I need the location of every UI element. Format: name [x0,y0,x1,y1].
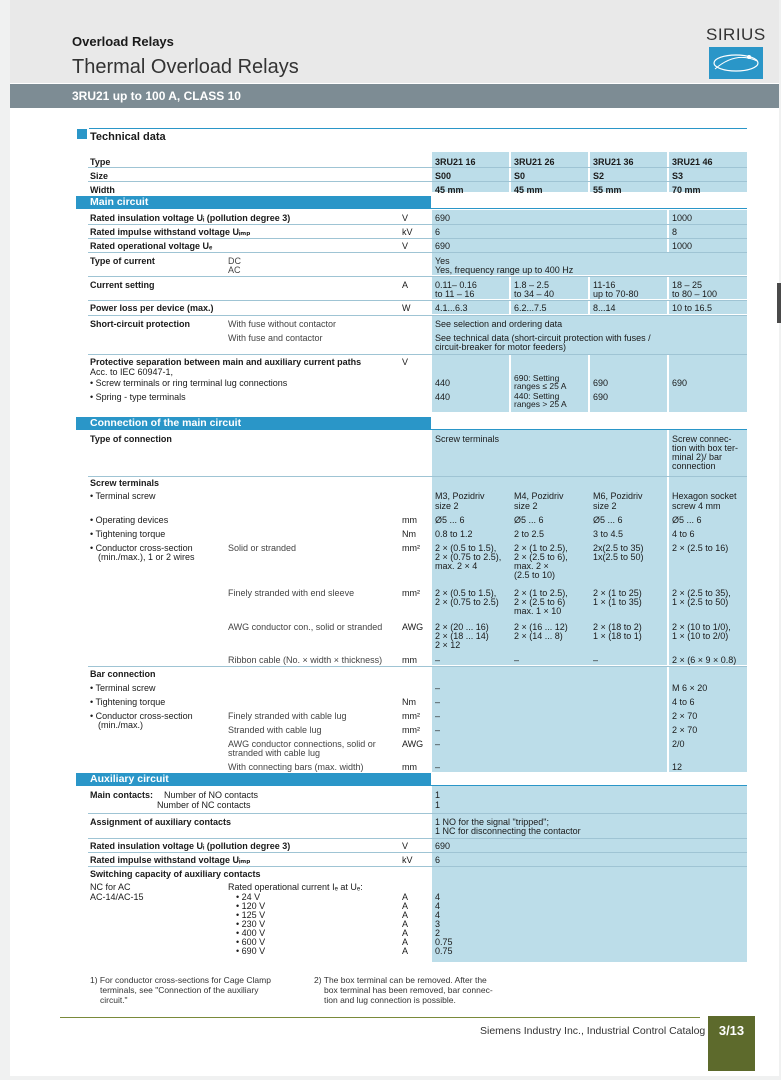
value: – [435,683,441,693]
width-value: 55 mm [593,185,622,195]
value: 1 [435,790,441,800]
value: 1 × (18 to 1) [593,631,642,641]
terminal-screw-label: • Terminal screw [90,491,156,501]
col-bg [432,667,667,772]
switching-capacity-label: Switching capacity of auxiliary contacts [90,869,261,879]
value: 2 × (18 to 2) [593,622,642,632]
value: – [435,655,441,665]
unit: mm² [402,543,420,553]
size-value: S0 [514,171,526,181]
power-loss-label: Power loss per device (max.) [90,303,214,313]
unit: V [402,241,409,251]
value: 2 × (2.5 to 6) [514,597,566,607]
value: 4.1...6.3 [435,303,468,313]
value: 1 × (1 to 35) [593,597,642,607]
value: size 2 [593,501,617,511]
sublabel: With fuse and contactor [228,333,323,343]
value: M6, Pozidriv [593,491,643,501]
type-value: 3RU21 26 [514,157,555,167]
value: 2 × (14 ... 8) [514,631,563,641]
unit: Nm [402,529,416,539]
value: ranges > 25 A [514,399,567,409]
value: Ø5 ... 6 [672,515,702,525]
unit: V [402,213,409,223]
nc-contacts-label: Number of NC contacts [157,800,251,810]
terminal-screw-label: • Terminal screw [90,683,156,693]
type-value: 3RU21 46 [672,157,713,167]
value: 1 NO for the signal "tripped"; [435,817,549,827]
stranded-lug-label: Stranded with cable lug [228,725,322,735]
voltage-item: • 230 V [236,919,266,929]
footnote: 1) For conductor cross-sections for Cage Clamp [90,975,271,985]
row-divider [88,167,747,168]
rated-current-label: Rated operational current Iₑ at Uₑ: [228,882,363,892]
value: 1000 [672,241,693,251]
value: Screw terminals [435,434,500,444]
auxiliary-title: Auxiliary circuit [90,773,169,785]
row-divider [88,224,747,225]
voltage-item: • 125 V [236,910,266,920]
sublabel: • Spring - type terminals [90,392,186,402]
voltage-item: • 24 V [236,892,261,902]
tightening-torque-label: • Tightening torque [90,529,166,539]
value: 2 × (2.5 to 35), [672,588,731,598]
value: M 6 × 20 [672,683,708,693]
value: 440: Setting [514,391,560,401]
value: 2 × (18 ... 14) [435,631,489,641]
width-value: 45 mm [514,185,543,195]
connection-header [76,417,431,430]
value: See technical data (short-circuit protection with fuses / [435,333,651,343]
size-label: Size [90,171,109,181]
value: 18 – 25 [672,280,703,290]
size-value: S3 [672,171,684,181]
value: 690 [593,378,609,388]
section-rule [89,128,747,129]
value: 6 [435,227,441,237]
value: 0.11– 0.16 [435,280,477,290]
value: size 2 [514,501,538,511]
value: See selection and ordering data [435,319,563,329]
width-value: 70 mm [672,185,701,195]
value: 8 [672,227,678,237]
section-rule [431,429,747,430]
value: 690 [435,241,451,251]
unit: A [402,946,409,956]
operational-voltage-label: Rated operational voltage Uₑ [90,241,213,251]
row-divider [88,838,747,839]
value: 4 to 6 [672,529,695,539]
ribbon-cable-label: Ribbon cable (No. × width × thickness) [228,655,383,665]
operating-devices-label: • Operating devices [90,515,169,525]
bar-connection-label: Bar connection [90,669,156,679]
unit: A [402,280,409,290]
voltage-item: • 400 V [236,928,266,938]
catalog-page [10,0,779,1076]
value: 690 [435,213,451,223]
conductor-label: • Conductor cross-section [90,711,193,721]
footnote: 2) The box terminal can be removed. After the [314,975,487,985]
value: 2 × (0.5 to 1.5), [435,588,497,598]
col-bg [432,210,667,252]
value: minal 2)/ bar [672,452,723,462]
footnote: box terminal has been removed, bar connec- [324,985,493,995]
value: M4, Pozidriv [514,491,564,501]
value: – [514,655,520,665]
value: 1000 [672,213,693,223]
value: screw 4 mm [672,501,721,511]
brand-name: SIRIUS [706,25,766,44]
value: 3 [435,919,441,929]
value: 1 × (10 to 2/0) [672,631,729,641]
row-divider [88,276,747,277]
protective-separation-label: Protective separation between main and auxiliary current paths [90,357,362,367]
value: connection [672,461,716,471]
section-marker-icon [77,129,87,139]
unit: mm² [402,588,420,598]
value: 4 to 6 [672,697,695,707]
value: Screw connec- [672,434,732,444]
value: Ø5 ... 6 [514,515,544,525]
value: tion with box ter- [672,443,739,453]
value: Ø5 ... 6 [435,515,465,525]
finely-stranded-lug-label: Finely stranded with cable lug [228,711,347,721]
value: 690 [672,378,688,388]
value: 4 [435,892,441,902]
row-divider [88,181,747,182]
awg-label: AWG conductor con., solid or stranded [228,622,383,632]
unit: AWG [402,739,424,749]
value: 690: Setting [514,373,560,383]
unit: kV [402,227,413,237]
value: 4 [435,910,441,920]
page-number: 3/13 [708,1016,755,1071]
footnote: tion and lug connection is possible. [324,995,456,1005]
value: to 34 – 40 [514,289,555,299]
screw-terminals-label: Screw terminals [90,478,160,488]
value: 2 × (6 × 9 × 0.8) [672,655,737,665]
value: max. 1 × 10 [514,606,562,616]
product-range-label: 3RU21 up to 100 A, CLASS 10 [72,89,241,103]
value: to 11 – 16 [435,289,475,299]
value: 2 × (0.75 to 2.5) [435,597,499,607]
row-divider [88,238,747,239]
sirius-logo-icon [709,47,763,79]
type-value: 3RU21 16 [435,157,476,167]
value: – [435,711,441,721]
unit: A [402,910,409,920]
value: 2 × (0.75 to 2.5), [435,552,502,562]
sublabel: With fuse without contactor [228,319,337,329]
short-circuit-label: Short-circuit protection [90,319,191,329]
value: 1 NC for disconnecting the contactor [435,826,581,836]
value: 2 × (2.5 to 6), [514,552,568,562]
row-divider [88,813,747,814]
value: 2 × (20 ... 16) [435,622,489,632]
dc-label: DC [228,256,241,266]
value: 2 to 2.5 [514,529,545,539]
unit: A [402,937,409,947]
footnote: terminals, see "Connection of the auxiliary [100,985,259,995]
width-label: Width [90,185,115,195]
value: 2x(2.5 to 35) [593,543,644,553]
impulse-voltage-label: Rated impulse withstand voltage Uᵢₘₚ [90,227,251,237]
row-divider [88,476,747,477]
value: 1.8 – 2.5 [514,280,550,290]
value: 2/0 [672,739,685,749]
awg-lug-label: stranded with cable lug [228,748,321,758]
connecting-bars-label: With connecting bars (max. width) [228,762,364,772]
value: 2 × (10 to 1/0), [672,622,731,632]
value: 6.2...7.5 [514,303,547,313]
no-contacts-label: Number of NO contacts [164,790,259,800]
unit: mm [402,762,417,772]
sublabel: Acc. to IEC 60947-1, [90,367,174,377]
assignment-label: Assignment of auxiliary contacts [90,817,232,827]
ac-category-label: AC-14/AC-15 [90,892,144,902]
value: 2 × (16 ... 12) [514,622,568,632]
value: up to 70-80 [593,289,639,299]
value: 10 to 16.5 [672,303,713,313]
value: 0.8 to 1.2 [435,529,473,539]
value: 4 [435,901,441,911]
value: Yes [435,256,450,266]
value: Ø5 ... 6 [593,515,623,525]
size-value: S2 [593,171,605,181]
value: – [593,655,599,665]
unit: mm [402,655,417,665]
value: 12 [672,762,683,772]
conductor-label: (min./max.), 1 or 2 wires [98,552,195,562]
unit: mm² [402,711,420,721]
value: Hexagon socket [672,491,737,501]
size-value: S00 [435,171,452,181]
value: 690 [435,841,451,851]
voltage-item: • 120 V [236,901,266,911]
awg-lug-label: AWG conductor connections, solid or [228,739,376,749]
document-title: Thermal Overload Relays [72,56,299,78]
unit: A [402,919,409,929]
aux-impulse-label: Rated impulse withstand voltage Uᵢₘₚ [90,855,251,865]
row-divider [88,300,747,301]
value: 690 [593,392,609,402]
type-of-connection-label: Type of connection [90,434,172,444]
tightening-torque-label: • Tightening torque [90,697,166,707]
value: M3, Pozidriv [435,491,485,501]
value: 440 [435,392,451,402]
value: max. 2 × 4 [435,561,478,571]
conductor-label: • Conductor cross-section [90,543,193,553]
unit: Nm [402,697,416,707]
main-circuit-title: Main circuit [90,196,149,208]
section-rule [431,208,747,209]
page-edge-tab [777,283,781,323]
value: 2 × 70 [672,711,698,721]
main-circuit-header [76,196,431,209]
aux-insulation-label: Rated insulation voltage Uᵢ (pollution degree 3) [90,841,291,851]
value: circuit-breaker for motor feeders) [435,342,567,352]
catalog-name: Siemens Industry Inc., Industrial Control Catalog [480,1025,706,1037]
unit: V [402,357,409,367]
value: 1x(2.5 to 50) [593,552,644,562]
unit: AWG [402,622,424,632]
unit: V [402,841,409,851]
current-setting-label: Current setting [90,280,155,290]
unit: W [402,303,411,313]
row-divider [88,354,747,355]
main-contacts-label: Main contacts: [90,790,154,800]
width-value: 45 mm [435,185,464,195]
value: 1 × (2.5 to 50) [672,597,729,607]
value: ranges ≤ 25 A [514,381,567,391]
type-value: 3RU21 36 [593,157,634,167]
unit: A [402,901,409,911]
type-label: Type [90,157,111,167]
value: – [435,725,441,735]
conductor-label: (min./max.) [98,720,143,730]
value: Yes, frequency range up to 400 Hz [435,265,574,275]
row-divider [88,866,747,867]
unit: mm² [402,725,420,735]
unit: A [402,928,409,938]
technical-data-title: Technical data [90,131,166,143]
unit: kV [402,855,413,865]
connection-title: Connection of the main circuit [90,417,242,429]
row-divider [88,666,747,667]
value: 2 × (1 to 2.5), [514,543,568,553]
sublabel: • Screw terminals or ring terminal lug connections [90,378,288,388]
finely-stranded-label: Finely stranded with end sleeve [228,588,355,598]
unit: mm [402,515,417,525]
value: (2.5 to 10) [514,570,556,580]
value: 11-16 [593,280,616,290]
footer-rule [60,1017,700,1018]
value: – [435,697,441,707]
ac-label: AC [228,265,241,275]
document-category: Overload Relays [72,34,174,49]
value: 2 × (2.5 to 16) [672,543,729,553]
value: – [435,762,441,772]
insulation-voltage-label: Rated insulation voltage Uᵢ (pollution degree 3) [90,213,291,223]
value: 0.75 [435,937,453,947]
value: 440 [435,378,451,388]
value: 2 [435,928,441,938]
value: 0.75 [435,946,453,956]
value: 3 to 4.5 [593,529,624,539]
row-divider [88,852,747,853]
section-rule [431,785,747,786]
value: 2 × 70 [672,725,698,735]
voltage-item: • 600 V [236,937,266,947]
auxiliary-header [76,773,431,786]
value: 2 × (1 to 2.5), [514,588,568,598]
value: 1 [435,800,441,810]
row-divider [88,252,747,253]
nc-for-ac-label: NC for AC [90,882,131,892]
value: 6 [435,855,441,865]
value: – [435,739,441,749]
type-of-current-label: Type of current [90,256,155,266]
solid-stranded-label: Solid or stranded [228,543,297,553]
value: 2 × (1 to 25) [593,588,642,598]
value: 2 × 12 [435,640,461,650]
value: to 80 – 100 [672,289,718,299]
row-divider [88,315,747,316]
value: size 2 [435,501,459,511]
voltage-item: • 690 V [236,946,266,956]
value: 2 × (0.5 to 1.5), [435,543,497,553]
value: max. 2 × [514,561,549,571]
footnote: circuit." [100,995,128,1005]
value: 8...14 [593,303,616,313]
unit: A [402,892,409,902]
